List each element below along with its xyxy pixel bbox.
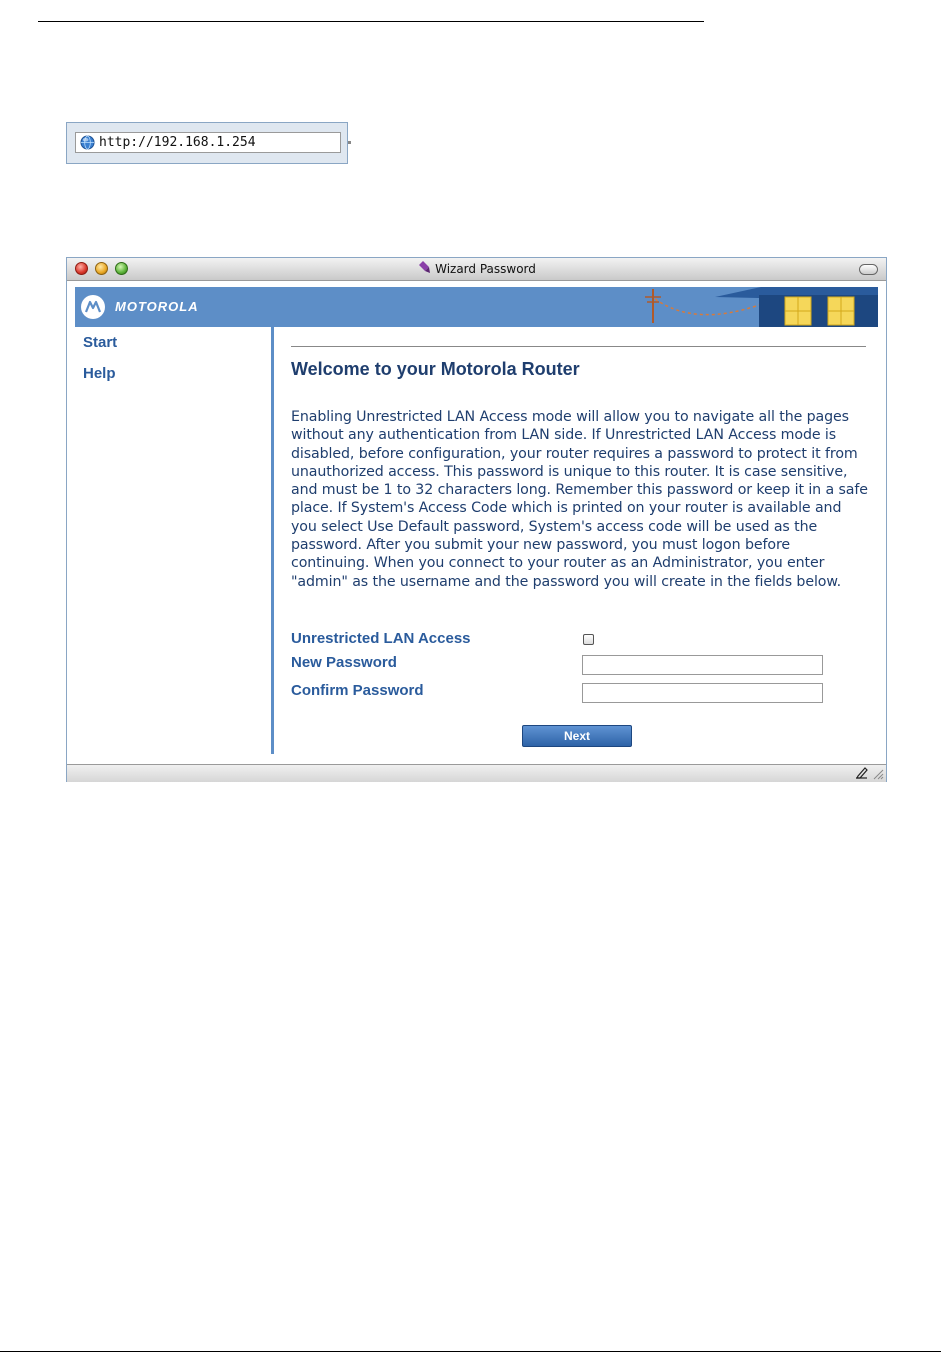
window-title-text: Wizard Password <box>435 262 536 276</box>
nav-link-help[interactable]: Help <box>83 365 116 382</box>
house-scene-icon <box>635 287 878 327</box>
new-password-label: New Password <box>291 654 397 671</box>
nav-link-start[interactable]: Start <box>83 334 118 351</box>
address-field[interactable] <box>75 132 341 153</box>
unrestricted-lan-access-checkbox[interactable] <box>583 634 594 645</box>
header-banner <box>75 287 878 327</box>
description-text: Enabling Unrestricted LAN Access mode will allow you to navigate all the pages without any authentication from LAN side. If Unrestricted LAN Access mode is disabled, before configuration, your router requires a password to protect it from unauthorized access. This password is unique to this router. It is case sensitive, and must be 1 to 32 characters long. Remember this password or keep it in a safe place. If System's Access Code which is printed on your router is available and you select Use Default password, System's access code will be used as the password. After you submit your new password, you must logon before continuing. When you connect to your router as an Administrator, you enter "admin" as the username and the password you will create in the fields below. <box>291 409 868 590</box>
main-content <box>291 327 867 754</box>
unrestricted-lan-access-label: Unrestricted LAN Access <box>291 630 471 647</box>
brand-name: MOTOROLA <box>115 299 199 314</box>
left-nav <box>67 327 274 754</box>
confirm-password-input[interactable] <box>582 683 823 703</box>
new-password-input[interactable] <box>582 655 823 675</box>
window-title <box>67 261 886 276</box>
browser-window <box>66 257 887 782</box>
status-bar <box>67 764 886 782</box>
bottom-rule <box>0 1351 941 1352</box>
globe-icon <box>80 135 95 150</box>
address-bar <box>66 122 348 164</box>
address-url: http://192.168.1.254 <box>99 135 256 150</box>
page-title: Welcome to your Motorola Router <box>291 359 580 379</box>
address-edge <box>348 141 351 144</box>
toolbar-toggle-button[interactable] <box>859 264 878 275</box>
pen-icon <box>417 261 431 275</box>
edit-icon[interactable] <box>854 766 870 780</box>
motorola-logo-icon <box>81 295 105 319</box>
next-button[interactable]: Next <box>522 725 632 747</box>
top-rule <box>38 21 704 22</box>
heading-divider <box>291 346 866 347</box>
title-bar <box>67 258 886 281</box>
confirm-password-label: Confirm Password <box>291 682 424 699</box>
resize-grip-icon[interactable] <box>873 769 884 780</box>
